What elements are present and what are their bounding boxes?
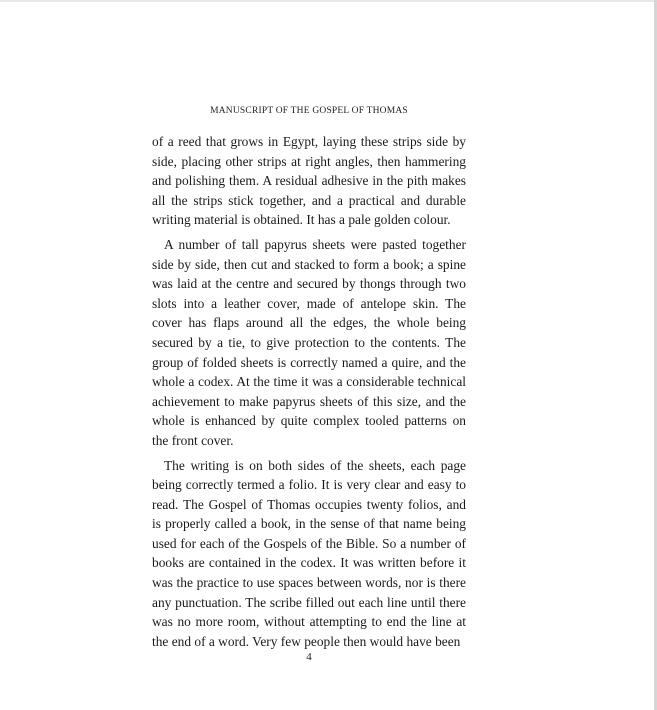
running-head: MANUSCRIPT OF THE GOSPEL OF THOMAS xyxy=(210,106,408,116)
paragraph-continued: of a reed that grows in Egypt, laying these strips side by side, placing other strips at right angles, then hammering and polishing them. A residual adhesive in the pith makes all the strips stick together, and a practical and durable writing material is obtained. It has a pale golden colour. xyxy=(152,134,466,228)
viewer-top-edge xyxy=(0,0,657,2)
page-number: 4 xyxy=(306,651,312,663)
body-text xyxy=(152,132,466,651)
paragraph-papyrus-sheets: A number of tall papyrus sheets were pasted together side by side, then cut and stacked to form a book; a spine was laid at the centre and secured by thongs through two slots into a leather cover, made of antelope skin. The cover has flaps around all the edges, the whole being secured by a tie, to give protection to the contents. The group of folded sheets is correctly named a quire, and the whole a codex. At the time it was a considerable technical achievement to make papyrus sheets of this size, and the whole is enhanced by quite complex tooled patterns on the front cover. xyxy=(152,236,466,448)
paragraph-writing: The writing is on both sides of the sheets, each page being correctly termed a folio. It is very clear and easy to read. The Gospel of Thomas occupies twenty folios, and is properly called a book, in the sense of that name being used for each of the Gospels of the Bible. So a number of books are contained in the codex. It was written before it was the practice to use spaces between words, nor is there any punctuation. The scribe filled out each line until there was no more room, without attempting to end the line at the end of a word. Very few people then would have been xyxy=(152,457,466,649)
